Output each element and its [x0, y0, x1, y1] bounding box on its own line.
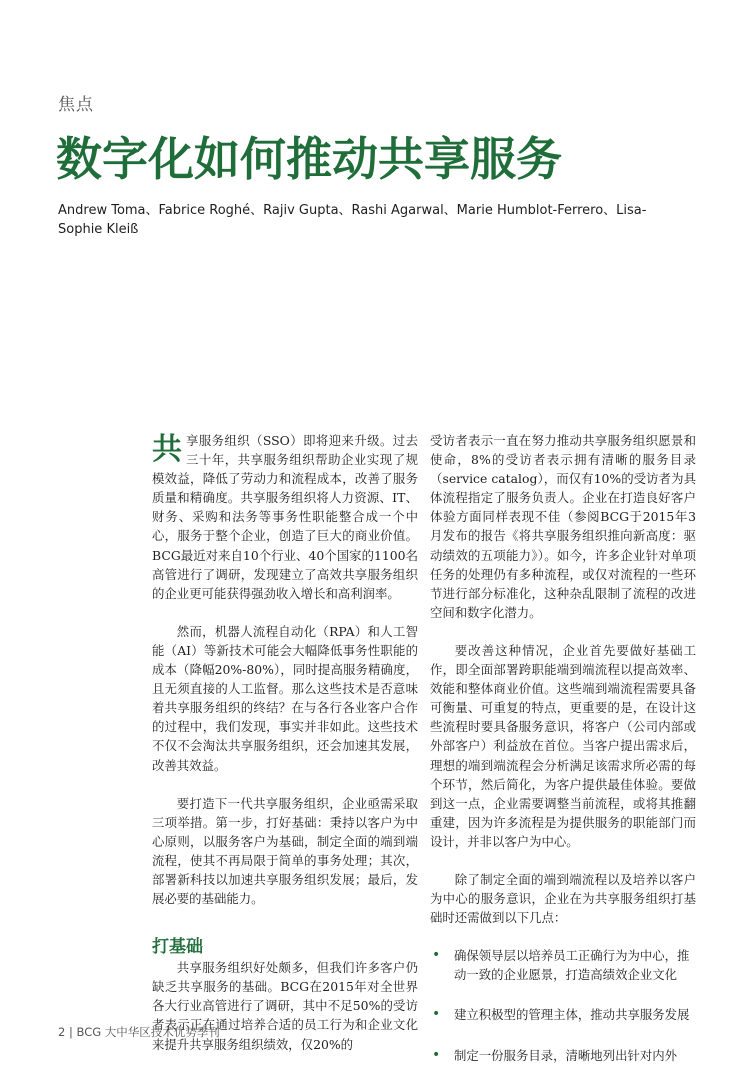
list-item	[430, 1046, 696, 1065]
authors: Andrew Toma、Fabrice Roghé、Rajiv Gupta、Rashi Agarwal、Marie Humblot-Ferrero、Lisa-Sophie Kleiß	[58, 203, 647, 237]
bullet-icon: •	[432, 1046, 441, 1063]
list-item-text: 确保领导层以培养员工正确行为为中心，推动一致的企业愿景，打造高绩效企业文化	[454, 948, 690, 983]
section-label: 焦点	[58, 95, 94, 115]
paragraph-7: 除了制定全面的端到端流程以及培养以客户为中心的服务意识，企业在为共享服务组织打基础时还需做到以下几点：	[430, 871, 696, 926]
intro-paragraph	[152, 431, 418, 603]
paragraph-3: 要打造下一代共享服务组织，企业亟需采取三项举措。第一步，打好基础：秉持以客户为中心原则，以服务客户为基础，制定全面的端到端流程，使其不再局限于简单的事务处理；其次，部署新科技以加速共享服务组织发展；最后，发展必要的基础能力。	[152, 795, 418, 907]
right-column	[430, 431, 696, 1086]
bullet-icon: •	[432, 947, 441, 964]
list-item	[430, 946, 696, 984]
bullet-list	[430, 946, 696, 1064]
list-item-text: 建立积极型的管理主体，推动共享服务发展	[454, 1007, 690, 1023]
intro-paragraph-text: 享服务组织（SSO）即将迎来升级。过去三十年，共享服务组织帮助企业实现了规模效益，降低了劳动力和流程成本，改善了服务质量和精确度。共享服务组织将人力资源、IT、财务、采购和法务等事务性职能整合成一个中心，服务于整个企业，创造了巨大的商业价值。BCG最近对来自10个行业、40个国家的1100名高管进行了调研，发现建立了高效共享服务组织的企业更可能获得强劲收入增长和高利润率。	[152, 433, 418, 601]
drop-cap: 共	[152, 432, 182, 467]
paragraph-2: 然而，机器人流程自动化（RPA）和人工智能（AI）等新技术可能会大幅降低事务性职能的成本（降幅20%-80%），同时提高服务精确度，且无须直接的人工监督。那么这些技术是否意味着共享服务组织的终结？在与各行各业客户合作的过程中，我们发现，事实并非如此。这些技术不仅不会淘汰共享服务组织，还会加速其发展，改善其效益。	[152, 623, 418, 773]
section-heading: 打基础	[152, 937, 203, 958]
page-footer: 2 | BCG 大中华区技术优势季刊	[58, 1025, 220, 1039]
page-title: 数字化如何推动共享服务	[56, 132, 562, 186]
list-item-text: 制定一份服务目录，清晰地列出针对内外	[454, 1047, 678, 1063]
paragraph-6: 要改善这种情况，企业首先要做好基础工作，即全面部署跨职能端到端流程以提高效率、效能和整体商业价值。这些端到端流程需要具备可衡量、可重复的特点，更重要的是，在设计这些流程时要具备服务意识，将客户（公司内部或外部客户）利益放在首位。当客户提出需求后，理想的端到端流程会分析满足该需求所必需的每个环节，然后简化，为客户提供最佳体验。要做到这一点，企业需要调整当前流程，或将其推翻重建，因为许多流程是为提供服务的职能部门而设计，并非以客户为中心。	[430, 642, 696, 849]
paragraph-4: 共享服务组织好处颇多，但我们许多客户仍缺乏共享服务的基础。BCG在2015年对全世界各大行业高管进行了调研，其中不足50%的受访者表示正在通过培养合适的员工行为和企业文化来提升共享服务组织绩效，仅20%的	[152, 960, 418, 1052]
list-item	[430, 1005, 696, 1024]
bullet-icon: •	[432, 1006, 441, 1023]
left-column	[152, 431, 418, 1073]
paragraph-5: 受访者表示一直在努力推动共享服务组织愿景和使命，8%的受访者表示拥有清晰的服务目录（service catalog），而仅有10%的受访者为具体流程指定了服务负责人。企业在打造良好客户体验方面同样表现不佳（参阅BCG于2015年3月发布的报告《将共享服务组织推向新高度：驱动绩效的五项能力》）。如今，许多企业针对单项任务的处理仍有多种流程，或仅对流程的一些环节进行部分标准化，这种杂乱限制了流程的改进空间和数字化潜力。	[430, 433, 696, 620]
